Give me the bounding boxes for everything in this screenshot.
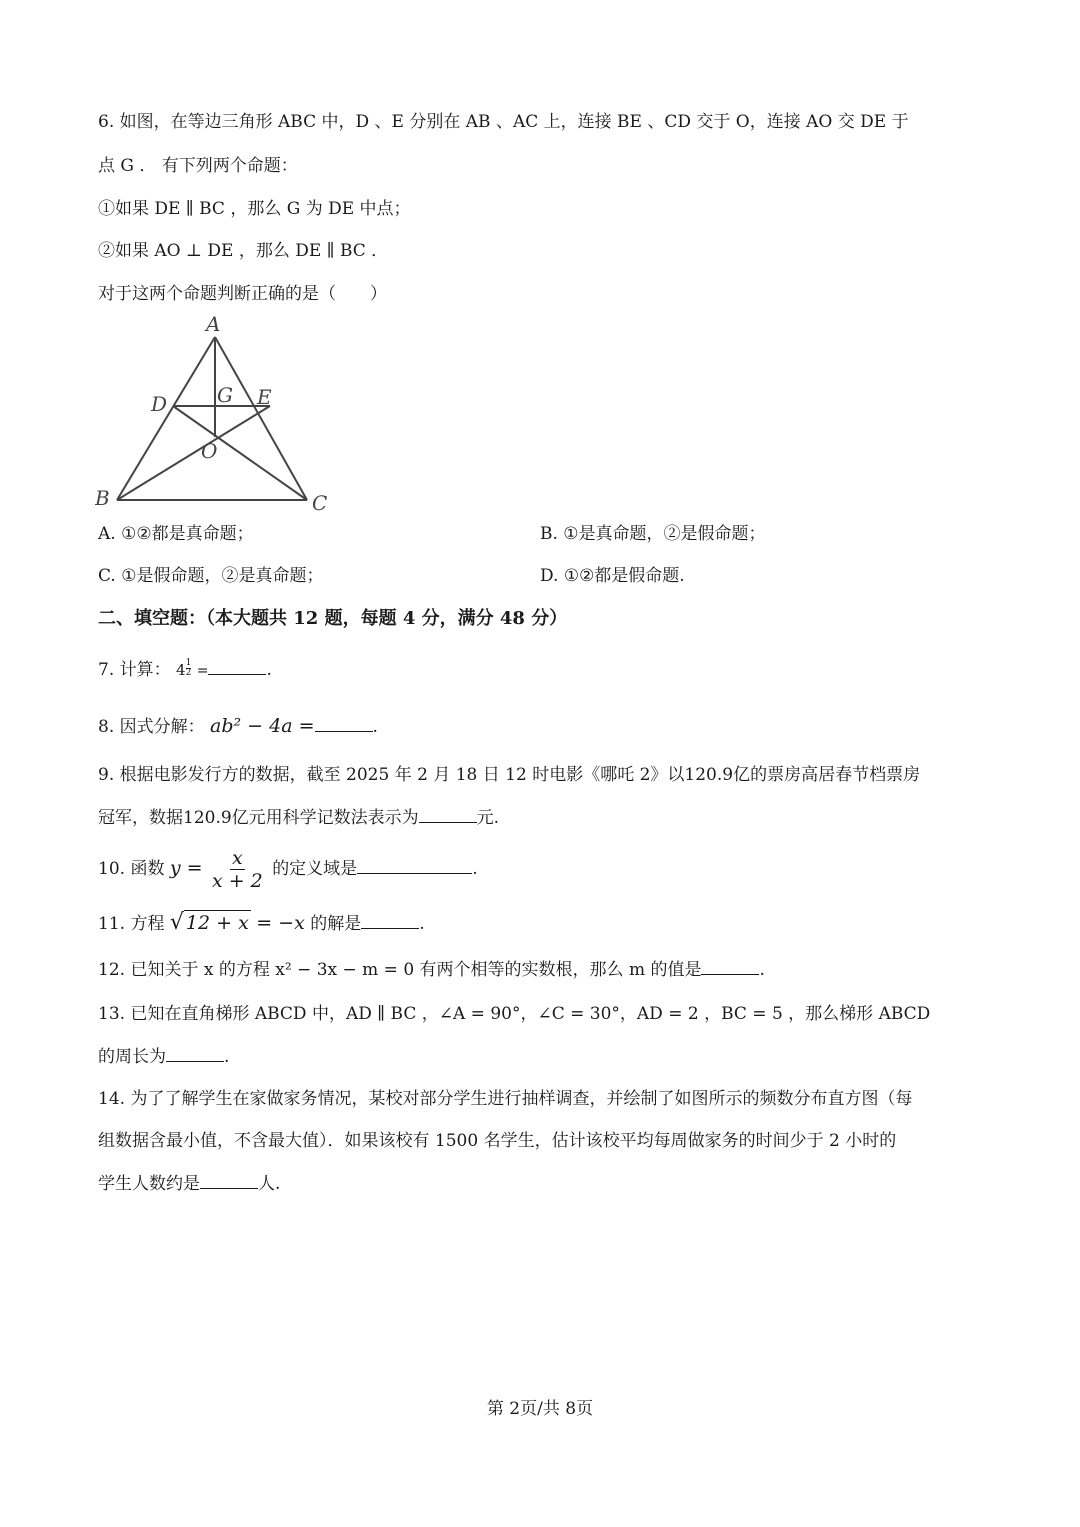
q12-text: 12. 已知关于 x 的方程 x² − 3x − m = 0 有两个相等的实数根，那么 m 的值是 bbox=[98, 960, 702, 980]
q11-prefix: 11. 方程 bbox=[98, 914, 165, 934]
q6-line2: 点 G ． 有下列两个命题： bbox=[98, 156, 298, 176]
q10-suffix: 的定义域是 bbox=[272, 859, 358, 879]
label-d: D bbox=[151, 392, 168, 416]
q6-option-d: D. ①②都是假命题. bbox=[540, 566, 685, 586]
q10-y: y = bbox=[169, 857, 203, 879]
section-heading: 二、填空题：（本大题共 12 题，每题 4 分，满分 48 分） bbox=[98, 608, 568, 629]
q6-option-a: A. ①②都是真命题； bbox=[98, 524, 254, 544]
q11-radicand: 12 + x bbox=[185, 912, 249, 934]
q9-line2 bbox=[98, 806, 988, 830]
triangle-figure bbox=[95, 312, 345, 517]
page-footer: 第 2页/共 8页 bbox=[486, 1399, 594, 1419]
q14-end: 人. bbox=[258, 1174, 281, 1194]
q13-line1: 13. 已知在直角梯形 ABCD 中，AD ∥ BC ，∠A = 90°，∠C = 30°，AD = 2 ，BC = 5 ，那么梯形 ABCD bbox=[98, 1004, 931, 1024]
label-g: G bbox=[217, 383, 233, 407]
q7-end: . bbox=[266, 660, 272, 680]
q9-end: 元. bbox=[476, 808, 500, 828]
q13-line2 bbox=[98, 1045, 988, 1069]
q10 bbox=[98, 846, 988, 892]
q11-suffix: 的解是 bbox=[310, 914, 362, 934]
q12-end: . bbox=[759, 960, 765, 980]
q12 bbox=[98, 958, 988, 982]
q10-numerator: x bbox=[232, 847, 243, 869]
label-a: A bbox=[206, 312, 221, 336]
q11-answer-blank bbox=[361, 912, 419, 929]
label-o: O bbox=[201, 439, 218, 463]
edge-ab bbox=[117, 337, 218, 500]
q14-line3 bbox=[98, 1172, 988, 1196]
q9-line1: 9. 根据电影发行方的数据，截至 2025 年 2 月 18 日 12 时电影《哪吒 2》以120.9亿的票房高居春节档票房 bbox=[98, 765, 921, 785]
q13-end: . bbox=[224, 1047, 230, 1067]
q11-rhs: = −x bbox=[256, 912, 305, 934]
q10-denominator: x + 2 bbox=[211, 870, 263, 892]
q14-line1: 14. 为了了解学生在家做家务情况，某校对部分学生进行抽样调查，并绘制了如图所示的频数分布直方图（每 bbox=[98, 1089, 913, 1109]
q11-end: . bbox=[419, 914, 425, 934]
q6-question: 对于这两个命题判断正确的是（ ） bbox=[98, 284, 387, 304]
q6-option-b: B. ①是真命题，②是假命题； bbox=[540, 524, 766, 544]
q10-end: . bbox=[472, 859, 478, 879]
q12-answer-blank bbox=[701, 958, 759, 975]
q7-equals: = bbox=[196, 663, 209, 679]
q10-prefix: 10. 函数 bbox=[98, 859, 165, 879]
sqrt-icon: √ bbox=[169, 910, 184, 935]
q8-end: . bbox=[372, 717, 378, 737]
label-b: B bbox=[95, 486, 110, 510]
q8-prefix: 8. 因式分解： bbox=[98, 717, 205, 737]
q6-option-c: C. ①是假命题，②是真命题； bbox=[98, 566, 324, 586]
q11 bbox=[98, 910, 988, 936]
q6-proposition-2: ②如果 AO ⊥ DE ，那么 DE ∥ BC ． bbox=[98, 241, 389, 261]
q10-answer-blank bbox=[357, 857, 472, 874]
q10-fraction bbox=[212, 847, 263, 892]
edge-ac bbox=[215, 337, 307, 500]
q7-base: 4 bbox=[176, 661, 186, 679]
q7-exponent: 1 2 bbox=[185, 658, 192, 678]
q9-answer-blank bbox=[419, 806, 477, 823]
q7-prefix: 7. 计算： bbox=[98, 660, 171, 680]
q14-line2: 组数据含最小值，不含最大值）．如果该校有 1500 名学生，估计该校平均每周做家务的时间少于 2 小时的 bbox=[98, 1131, 897, 1151]
q6-line1: 6. 如图，在等边三角形 ABC 中，D 、E 分别在 AB 、AC 上，连接 BE 、CD 交于 O，连接 AO 交 DE 于 bbox=[98, 112, 909, 132]
q7-answer-blank bbox=[208, 658, 266, 675]
label-e: E bbox=[257, 385, 272, 409]
q8-expression: ab² − 4a = bbox=[210, 715, 315, 737]
q13-text: 的周长为 bbox=[98, 1047, 166, 1067]
q14-answer-blank bbox=[200, 1172, 258, 1189]
q6-proposition-1: ①如果 DE ∥ BC ，那么 G 为 DE 中点； bbox=[98, 199, 411, 219]
q8-answer-blank bbox=[315, 715, 373, 732]
q14-text: 学生人数约是 bbox=[98, 1174, 200, 1194]
q13-answer-blank bbox=[166, 1045, 224, 1062]
label-c: C bbox=[312, 491, 328, 515]
q8 bbox=[98, 714, 988, 739]
q9-text: 冠军，数据120.9亿元用科学记数法表示为 bbox=[98, 808, 419, 828]
q7 bbox=[98, 658, 988, 683]
